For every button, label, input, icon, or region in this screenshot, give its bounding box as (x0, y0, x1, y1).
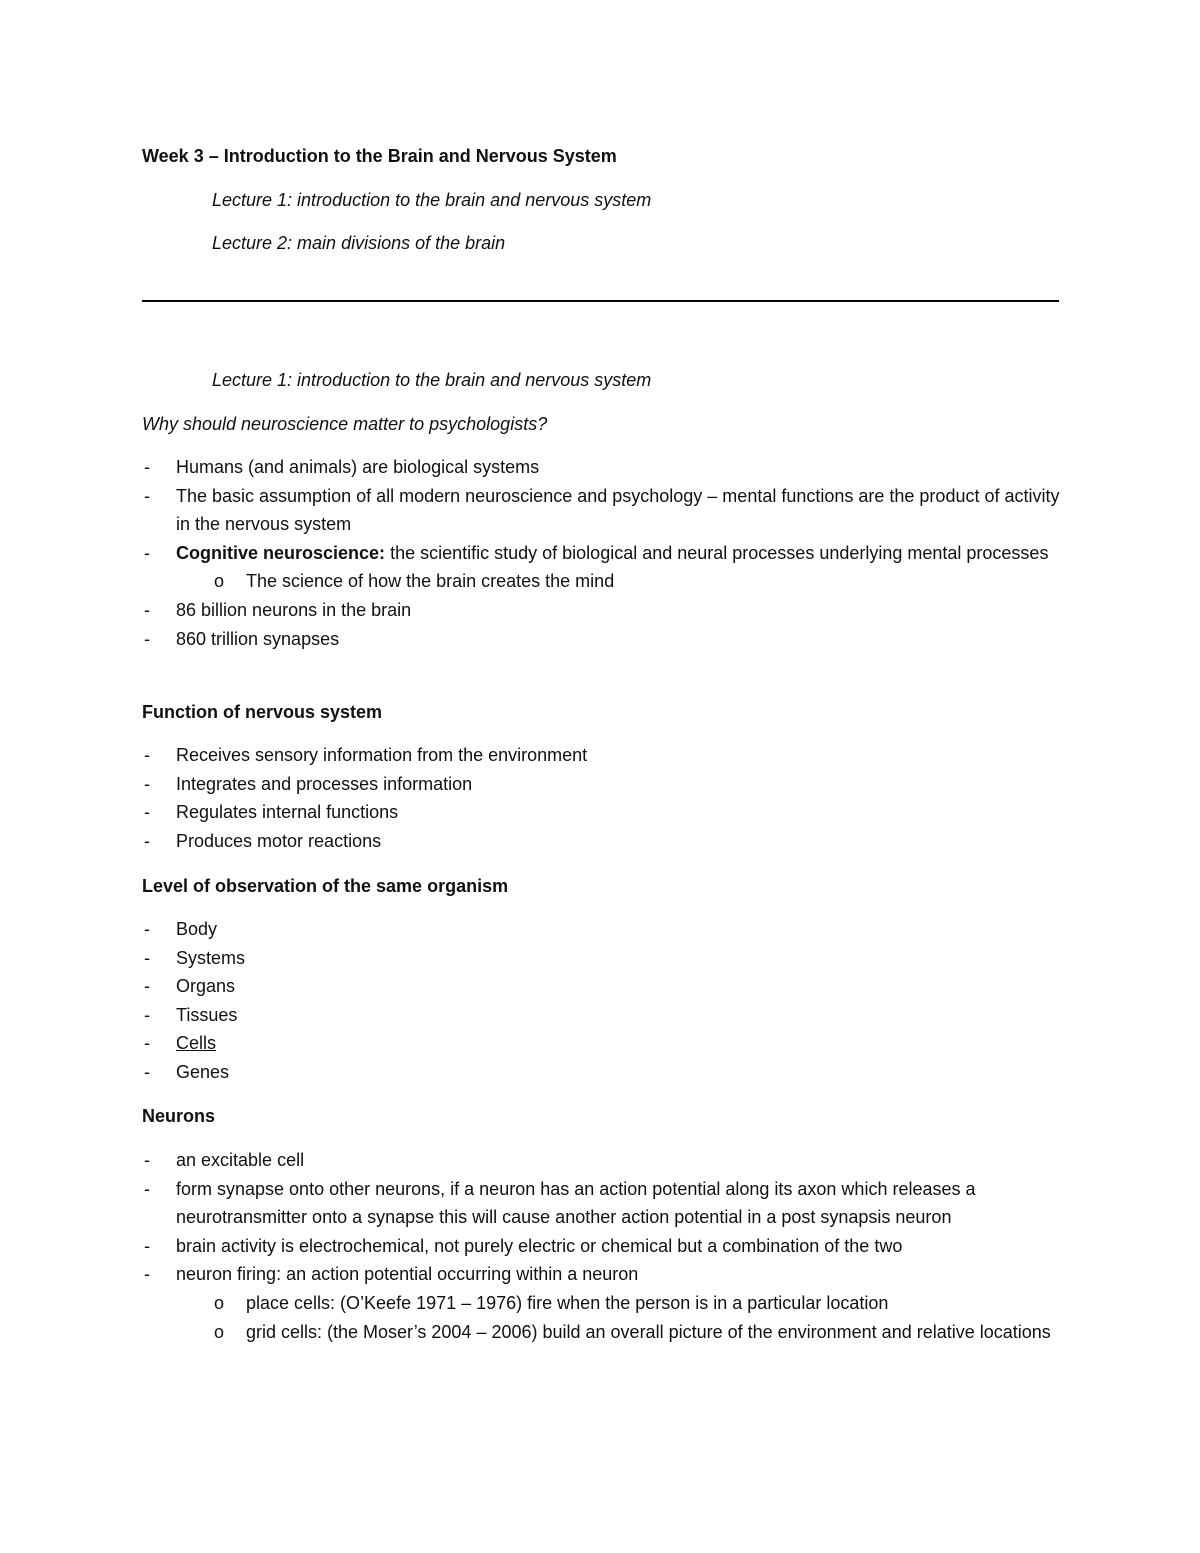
list-item: - Cognitive neuroscience: the scientific study of biological and neural processes underlying mental processes (142, 539, 1072, 568)
sub-list-item: o The science of how the brain creates the mind (142, 567, 1072, 596)
function-heading: Function of nervous system (142, 702, 383, 722)
list-item: - Humans (and animals) are biological systems (142, 453, 1072, 482)
sub-list-item: o place cells: (O’Keefe 1971 – 1976) fire when the person is in a particular location (142, 1289, 1072, 1318)
neurons-bullet-list (142, 1146, 1072, 1346)
list-item: - 86 billion neurons in the brain (142, 596, 1072, 625)
term-label: Cognitive neuroscience: (176, 542, 386, 563)
list-item: - Genes (142, 1058, 1072, 1087)
levels-bullet-list (142, 915, 1072, 1087)
document-title: Week 3 – Introduction to the Brain and Nervous System (142, 146, 617, 166)
horizontal-divider (142, 300, 1059, 302)
section-heading-lecture-1: Lecture 1: introduction to the brain and nervous system (212, 370, 652, 390)
levels-heading: Level of observation of the same organism (142, 876, 509, 896)
list-item: - Cells (142, 1029, 1072, 1058)
list-item: - brain activity is electrochemical, not purely electric or chemical but a combination of the two (142, 1232, 1072, 1261)
list-item: - 860 trillion synapses (142, 625, 1072, 654)
list-item: - Organs (142, 972, 1072, 1001)
neurons-heading: Neurons (142, 1106, 216, 1126)
sub-list-item: o grid cells: (the Moser’s 2004 – 2006) build an overall picture of the environment and relative locations (142, 1318, 1072, 1347)
list-item: - Integrates and processes information (142, 770, 1072, 799)
lecture-2-subtitle: Lecture 2: main divisions of the brain (212, 233, 506, 253)
list-item: - an excitable cell (142, 1146, 1072, 1175)
question-heading: Why should neuroscience matter to psychologists? (142, 414, 548, 434)
list-item: - Regulates internal functions (142, 798, 1072, 827)
list-item: - The basic assumption of all modern neuroscience and psychology – mental functions are the product of activity in the nervous system (142, 482, 1072, 539)
function-bullet-list (142, 741, 1072, 855)
list-item: - Receives sensory information from the environment (142, 741, 1072, 770)
list-item: - neuron firing: an action potential occurring within a neuron (142, 1260, 1072, 1289)
list-item: - Tissues (142, 1001, 1072, 1030)
list-item: - Body (142, 915, 1072, 944)
lecture-1-subtitle: Lecture 1: introduction to the brain and nervous system (212, 190, 652, 210)
list-item: - form synapse onto other neurons, if a neuron has an action potential along its axon which releases a neurotransmitter onto a synapse this will cause another action potential in a post synapsis neuron (142, 1175, 1072, 1232)
list-item: - Produces motor reactions (142, 827, 1072, 856)
list-item: - Systems (142, 944, 1072, 973)
intro-bullet-list (142, 453, 1072, 653)
